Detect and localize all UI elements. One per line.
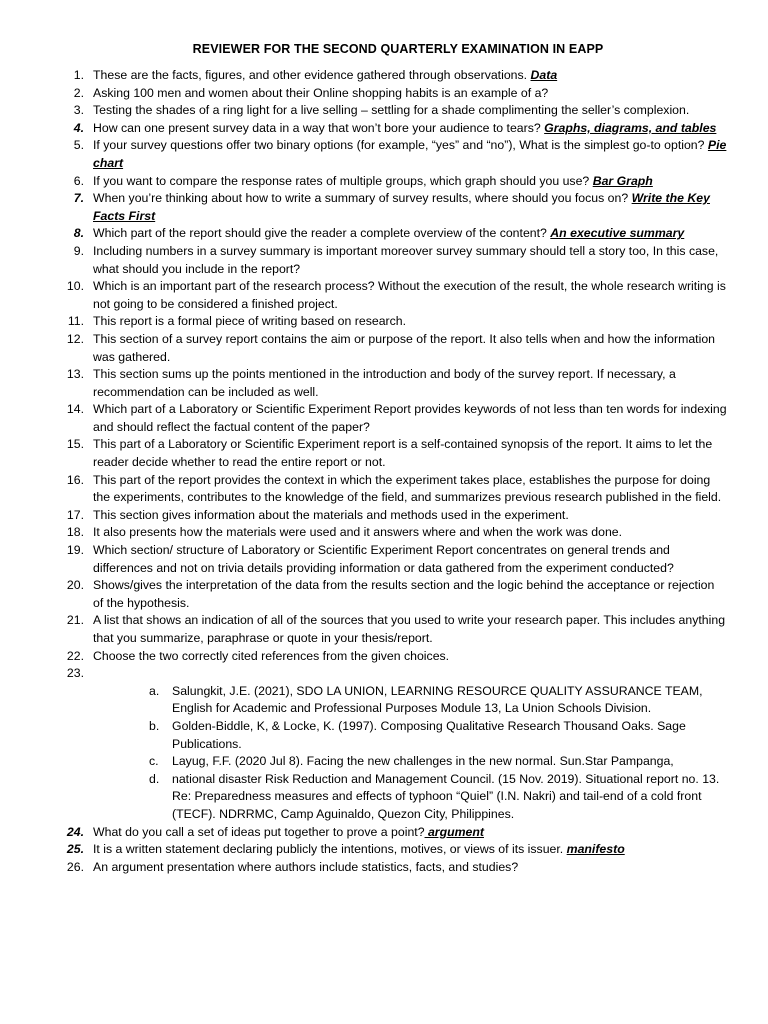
- question-number: 1.: [73, 68, 84, 82]
- question-item: [60, 612, 728, 647]
- question-text: It also presents how the materials were used and it answers where and when the work was done.: [93, 525, 623, 540]
- choice-letter: b.: [149, 718, 160, 733]
- question-text: An argument presentation where authors include statistics, facts, and studies?: [93, 859, 519, 874]
- question-item: [60, 665, 728, 823]
- choice-item: [139, 718, 728, 753]
- question-number: 15.: [66, 437, 84, 452]
- question-item: [60, 313, 728, 331]
- question-number: 23.: [66, 666, 84, 681]
- choice-letter: a.: [149, 683, 160, 698]
- question-item: [60, 824, 728, 842]
- question-number: 19.: [66, 543, 84, 558]
- question-text: This part of the report provides the context in which the experiment takes place, establishes the purpose for doing the experiments, contributes to the knowledge of the field, and summarizes previous research published in the field.: [93, 472, 722, 505]
- choice-item: [139, 771, 728, 824]
- question-text: If you want to compare the response rates of multiple groups, which graph should you use?: [93, 173, 593, 188]
- choice-text: Salungkit, J.E. (2021), SDO LA UNION, LEARNING RESOURCE QUALITY ASSURANCE TEAM, English for Academic and Professional Purposes Module 13, La Union Schools Division.: [172, 683, 703, 716]
- question-text: This section gives information about the materials and methods used in the experiment.: [93, 507, 569, 522]
- question-number: 6.: [73, 173, 84, 188]
- question-text: Which part of the report should give the reader a complete overview of the content?: [93, 226, 551, 241]
- choice-text: national disaster Risk Reduction and Management Council. (15 Nov. 2019). Situational report no. 13. Re: Preparedness measures and effects of typhoon “Quiel” (I.N. Nakri) and tail-end of a cold front (TECF). NDRRMC, Camp Aguinaldo, Quezon City, Philippines.: [172, 771, 720, 821]
- question-number: 14.: [66, 402, 84, 417]
- question-text: Including numbers in a survey summary is important moreover survey summary should tell a story too, In this case, what should you include in the report?: [93, 243, 719, 276]
- question-text: Asking 100 men and women about their Online shopping habits is an example of a?: [93, 85, 549, 100]
- question-text: Which is an important part of the research process? Without the execution of the result, the whole research writing is not going to be considered a finished project.: [93, 279, 726, 311]
- question-number: 16.: [66, 472, 84, 487]
- question-number: 20.: [66, 578, 84, 593]
- question-item: [60, 173, 728, 191]
- question-number: 21.: [66, 613, 84, 628]
- question-text: Testing the shades of a ring light for a live selling – settling for a shade complimenting the seller’s complexion.: [93, 103, 690, 118]
- question-text: How can one present survey data in a way that won’t bore your audience to tears?: [93, 120, 545, 135]
- answer-text: Write the Key Facts First: [93, 191, 710, 223]
- answer-text: argument: [424, 824, 484, 839]
- question-item: [60, 243, 728, 278]
- question-text: [93, 666, 96, 680]
- question-number: 3.: [73, 103, 84, 118]
- answer-text: manifesto: [566, 842, 625, 857]
- question-number: 26.: [66, 859, 84, 874]
- question-number: 5.: [73, 138, 84, 153]
- choice-list: [93, 683, 728, 824]
- question-item: [60, 225, 728, 243]
- question-text: This part of a Laboratory or Scientific Experiment report is a self-contained synopsis of the report. It aims to let the reader decide whether to read the entire report or not.: [93, 437, 713, 470]
- question-text: This section sums up the points mentioned in the introduction and body of the survey report. If necessary, a recommendation can be included as well.: [93, 367, 676, 399]
- choice-text: Layug, F.F. (2020 Jul 8). Facing the new challenges in the new normal. Sun.Star Pampanga,: [172, 754, 674, 769]
- question-number: 10.: [66, 279, 84, 294]
- question-text: These are the facts, figures, and other evidence gathered through observations.: [93, 68, 531, 82]
- question-item: [60, 278, 728, 313]
- question-item: [60, 331, 728, 366]
- question-number: 17.: [66, 507, 84, 522]
- question-item: [60, 859, 728, 877]
- question-number: 13.: [66, 367, 84, 382]
- question-item: [60, 436, 728, 471]
- question-text: If your survey questions offer two binary options (for example, “yes” and “no”), What is the simplest go-to option?: [93, 138, 708, 153]
- choice-letter: d.: [149, 771, 160, 786]
- question-item: [60, 67, 728, 85]
- question-text: This section of a survey report contains the aim or purpose of the report. It also tells when and how the information was gathered.: [93, 331, 716, 364]
- question-text: Shows/gives the interpretation of the data from the results section and the logic behind the acceptance or rejection of the hypothesis.: [93, 578, 715, 610]
- question-text: This report is a formal piece of writing based on research.: [93, 314, 407, 329]
- question-item: [60, 137, 728, 172]
- answer-text: Bar Graph: [592, 173, 653, 188]
- question-text: A list that shows an indication of all of the sources that you used to write your research paper. This includes anything that you summarize, paraphrase or quote in your thesis/report.: [93, 613, 726, 645]
- answer-text: Pie chart: [93, 138, 727, 170]
- question-item: [60, 102, 728, 120]
- question-item: [60, 472, 728, 507]
- question-text: What do you call a set of ideas put together to prove a point?: [93, 824, 425, 839]
- question-number: 12.: [66, 331, 84, 346]
- question-item: [60, 542, 728, 577]
- question-item: [60, 524, 728, 542]
- question-number: 9.: [73, 243, 84, 258]
- question-number: 2.: [73, 85, 84, 100]
- question-item: [60, 401, 728, 436]
- question-number: 4.: [73, 120, 84, 135]
- question-text: Which section/ structure of Laboratory or Scientific Experiment Report concentrates on general trends and differences and not on trivia details providing information or data gathered from the experiment conducted?: [93, 543, 674, 575]
- question-item: [60, 648, 728, 666]
- question-text: Choose the two correctly cited references from the given choices.: [93, 648, 450, 663]
- answer-text: An executive summary: [550, 226, 685, 241]
- question-item: [60, 190, 728, 225]
- question-item: [60, 841, 728, 859]
- question-item: [60, 85, 728, 103]
- choice-item: [139, 753, 728, 771]
- question-text: When you’re thinking about how to write a summary of survey results, where should you focus on?: [93, 191, 632, 206]
- question-item: [60, 120, 728, 138]
- question-text: It is a written statement declaring publicly the intentions, motives, or views of its issuer.: [93, 842, 567, 857]
- question-number: 7.: [73, 191, 84, 206]
- question-item: [60, 366, 728, 401]
- question-text: Which part of a Laboratory or Scientific Experiment Report provides keywords of not less than ten words for indexing and should reflect the factual content of the paper?: [93, 402, 727, 434]
- question-number: 18.: [66, 525, 84, 540]
- question-list: [60, 67, 728, 876]
- question-number: 11.: [67, 314, 84, 329]
- question-number: 8.: [73, 226, 84, 241]
- choice-text: Golden-Biddle, K, & Locke, K. (1997). Composing Qualitative Research Thousand Oaks. Sage Publications.: [172, 718, 686, 751]
- choice-item: [139, 683, 728, 718]
- question-number: 24.: [66, 824, 84, 839]
- question-number: 22.: [66, 648, 84, 663]
- answer-text: Data: [530, 68, 558, 82]
- answer-text: Graphs, diagrams, and tables: [544, 120, 717, 135]
- choice-letter: c.: [149, 754, 159, 769]
- question-item: [60, 507, 728, 525]
- question-item: [60, 577, 728, 612]
- page-title: REVIEWER FOR THE SECOND QUARTERLY EXAMINATION IN EAPP: [192, 42, 604, 56]
- question-number: 25.: [66, 842, 84, 857]
